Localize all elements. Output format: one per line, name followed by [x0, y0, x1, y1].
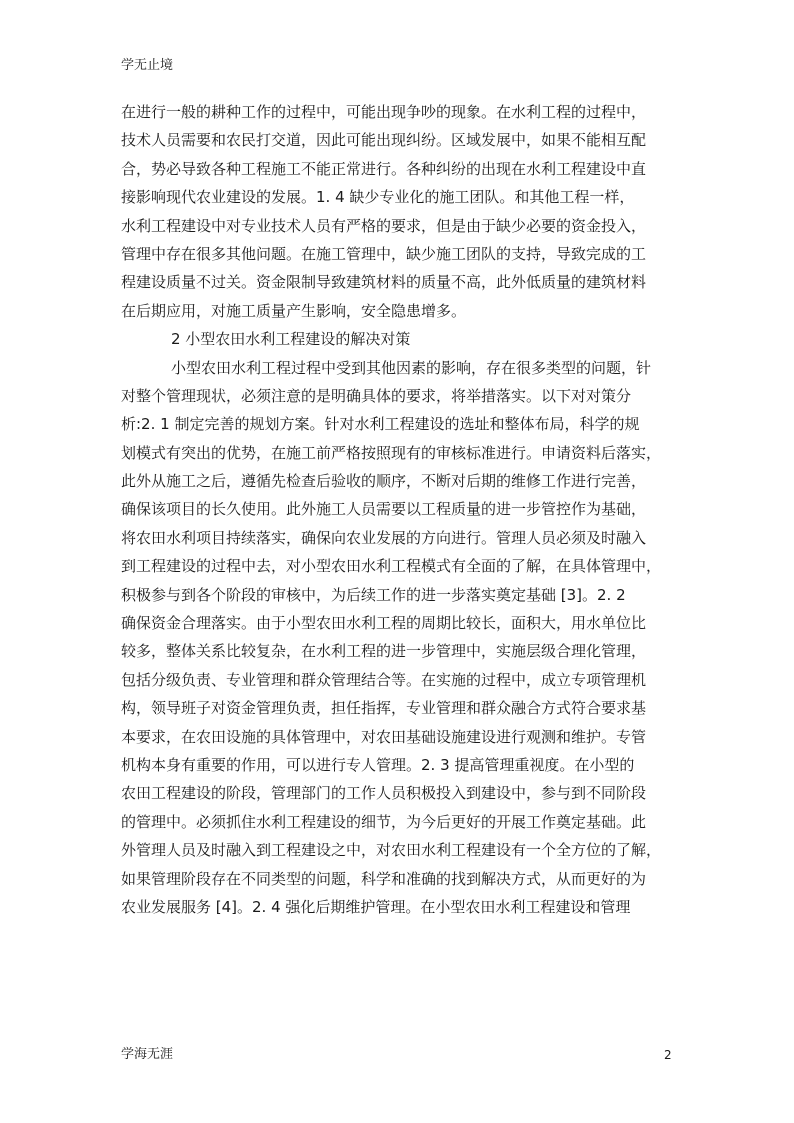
text-line: 程建设质量不过关。资金限制导致建筑材料的质量不高，此外低质量的建筑材料	[121, 273, 647, 292]
page-header: 学无止境	[121, 58, 174, 73]
body-text	[121, 98, 677, 921]
text-line: 到工程建设的过程中去，对小型农田水利工程模式有全面的了解，在具体管理中，	[121, 557, 662, 576]
text-line: 接影响现代农业建设的发展。1. 4 缺少专业化的施工团队。和其他工程一样，	[121, 188, 635, 207]
text-line: 农田工程建设的阶段，管理部门的工作人员积极投入到建设中，参与到不同阶段	[121, 784, 647, 803]
text-line: 机构本身有重要的作用，可以进行专人管理。2. 3 提高管理重视度。在小型的	[121, 755, 635, 774]
text-line: 积极参与到各个阶段的审核中，为后续工作的进一步落实奠定基础 [3]。2. 2	[121, 585, 626, 604]
text-line: 如果管理阶段存在不同类型的问题，科学和准确的找到解决方式，从而更好的为	[121, 869, 647, 888]
text-line: 农业发展服务 [4]。2. 4 强化后期维护管理。在小型农田水利工程建设和管理	[121, 897, 631, 916]
section-heading: 2 小型农田水利工程建设的解决对策	[171, 330, 411, 349]
text-line: 较多，整体关系比较复杂，在水利工程的进一步管理中，实施层级合理化管理，	[121, 642, 647, 661]
text-line: 析:2. 1 制定完善的规划方案。针对水利工程建设的选址和整体布局，科学的规	[121, 415, 640, 434]
page-footer: 学海无涯	[121, 1047, 174, 1062]
text-line: 此外从施工之后，遵循先检查后验收的顺序，不断对后期的维修工作进行完善，	[121, 472, 647, 491]
text-line: 将农田水利项目持续落实，确保向农业发展的方向进行。管理人员必须及时融入	[121, 528, 647, 547]
text-line: 本要求，在农田设施的具体管理中，对农田基础设施建设进行观测和维护。专管	[121, 727, 647, 746]
text-line: 技术人员需要和农民打交道，因此可能出现纠纷。区域发展中，如果不能相互配	[121, 131, 647, 150]
page-number: 2	[664, 1048, 672, 1062]
text-line: 在后期应用，对施工质量产生影响，安全隐患增多。	[121, 301, 467, 320]
text-line: 合，势必导致各种工程施工不能正常进行。各种纠纷的出现在水利工程建设中直	[121, 159, 647, 178]
text-line: 对整个管理现状，必须注意的是明确具体的要求，将举措落实。以下对对策分	[121, 386, 632, 405]
text-line: 在进行一般的耕种工作的过程中，可能出现争吵的现象。在水利工程的过程中，	[121, 103, 647, 121]
text-line: 小型农田水利工程过程中受到其他因素的影响，存在很多类型的问题，针	[171, 358, 652, 377]
text-line: 划模式有突出的优势，在施工前严格按照现有的审核标准进行。申请资料后落实，	[121, 443, 662, 462]
text-line: 的管理中。必须抓住水利工程建设的细节，为今后更好的开展工作奠定基础。此	[121, 812, 647, 831]
text-line: 管理中存在很多其他问题。在施工管理中，缺少施工团队的支持，导致完成的工	[121, 244, 647, 263]
text-line: 水利工程建设中对专业技术人员有严格的要求，但是由于缺少必要的资金投入，	[121, 216, 647, 235]
text-line: 确保该项目的长久使用。此外施工人员需要以工程质量的进一步管控作为基础，	[121, 500, 647, 519]
text-line: 外管理人员及时融入到工程建设之中，对农田水利工程建设有一个全方位的了解，	[121, 841, 662, 860]
text-line: 构，领导班子对资金管理负责，担任指挥，专业管理和群众融合方式符合要求基	[121, 699, 647, 718]
text-line: 确保资金合理落实。由于小型农田水利工程的周期比较长，面积大，用水单位比	[121, 614, 647, 633]
text-line: 包括分级负责、专业管理和群众管理结合等。在实施的过程中，成立专项管理机	[121, 670, 647, 689]
